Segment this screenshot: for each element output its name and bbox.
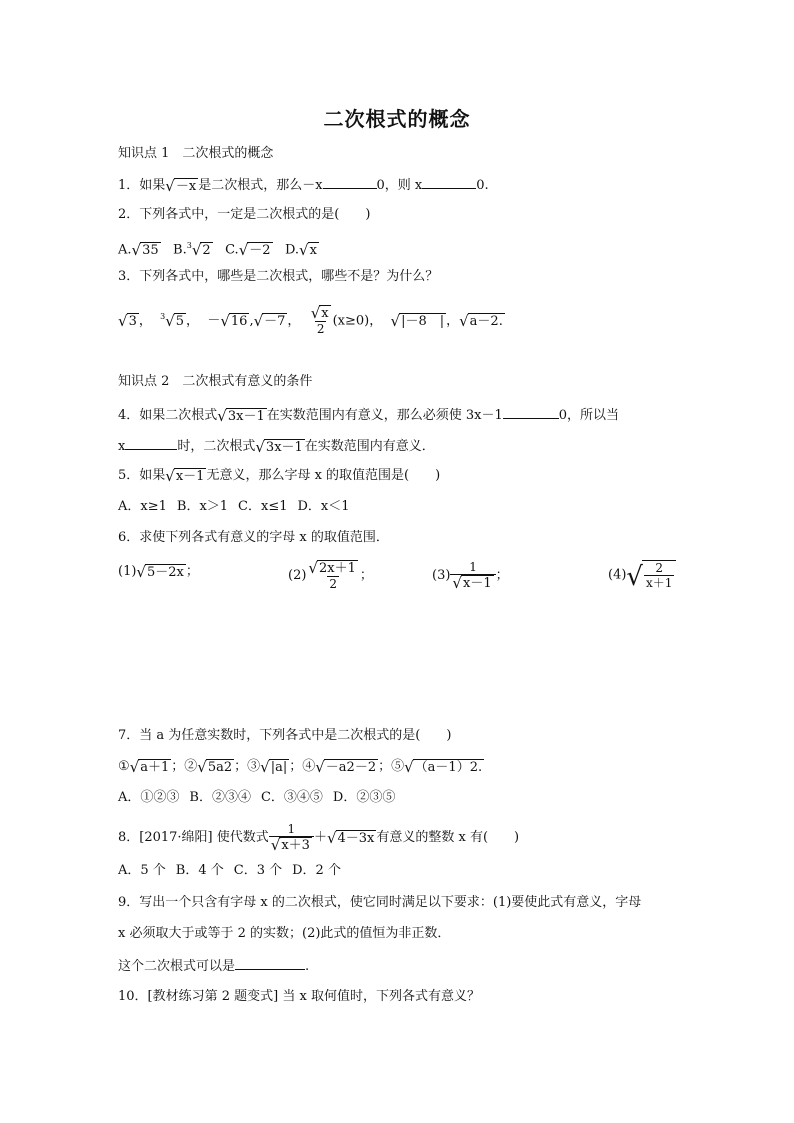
question-7-items: ① √ a＋1 ；② √ 5a2 ；③ √ |a| ；④ √ －a2－2 ；⑤ √ （a－1）2.: [118, 757, 483, 776]
question-2: 2．下列各式中，一定是二次根式的是( ): [118, 207, 371, 222]
question-9-line-3: 这个二次根式可以是 .: [118, 955, 309, 977]
question-7-options: A．①②③ B．②③④ C．③④⑤ D．②③⑤: [118, 790, 396, 805]
answer-blank[interactable]: [125, 435, 177, 450]
question-3-expressions: √ 3 ， $^3$ √ 5 ， － √ 16 , √ －7 ， √ x 2 (x≥0)， √ |－8 | ， √ a－2.: [118, 304, 503, 337]
answer-blank[interactable]: [422, 174, 476, 189]
answer-blank[interactable]: [235, 955, 305, 970]
section-heading-1: 知识点 1 二次根式的概念: [118, 146, 274, 161]
question-6-part-3: (3) 1 √ x－1 ；: [432, 560, 509, 592]
question-5-options: A．x≥1 B．x＞1 C．x≤1 D．x＜1: [118, 499, 350, 514]
section-heading-2: 知识点 2 二次根式有意义的条件: [118, 374, 313, 389]
radical: √ －x: [165, 176, 197, 195]
question-10: 10．[教材练习第 2 题变式] 当 x 取何值时，下列各式有意义？: [118, 989, 480, 1004]
question-2-options: A. √ 35 B.$^3$ √ 2 C. √ －2 D. √ x: [118, 240, 317, 259]
question-3: 3．下列各式中，哪些是二次根式，哪些不是？为什么？: [118, 269, 439, 284]
question-5: 5．如果 √ x－1 无意义，那么字母 x 的取值范围是( ): [118, 466, 441, 485]
question-4-line-2: x 时，二次根式 √ 3x－1 在实数范围内有意义．: [118, 435, 435, 457]
question-1: 1．如果 √ －x 是二次根式，那么－x 0，则 x 0.: [118, 174, 489, 196]
answer-blank[interactable]: [323, 174, 377, 189]
answer-blank[interactable]: [503, 404, 559, 419]
question-8: 8．[2017·绵阳] 使代数式 1 √ x＋3 ＋ √ 4－3x 有意义的整数 x 有( ): [118, 822, 520, 854]
question-9-line-2: x 必须取大于或等于 2 的实数；(2)此式的值恒为非正数．: [118, 926, 451, 941]
question-4-line-1: 4．如果二次根式 √ 3x－1 在实数范围内有意义，那么必须使 3x－1 0，所以当: [118, 404, 619, 426]
question-6-part-2: (2) √ 2x＋1 2 ；: [288, 559, 373, 591]
page-title: 二次根式的概念: [323, 107, 471, 131]
question-6: 6．求使下列各式有意义的字母 x 的取值范围．: [118, 530, 389, 545]
question-6-part-1: (1) √ 5－2x ；: [118, 562, 199, 581]
question-7: 7．当 a 为任意实数时，下列各式中是二次根式的是( ): [118, 728, 452, 743]
question-6-part-4: (4) √ $\frac{2}{x+1}$: [608, 560, 676, 590]
question-9-line-1: 9．写出一个只含有字母 x 的二次根式，使它同时满足以下要求：(1)要使此式有意义，字母: [118, 895, 642, 910]
question-8-options: A．5 个 B．4 个 C．3 个 D．2 个: [118, 863, 341, 878]
